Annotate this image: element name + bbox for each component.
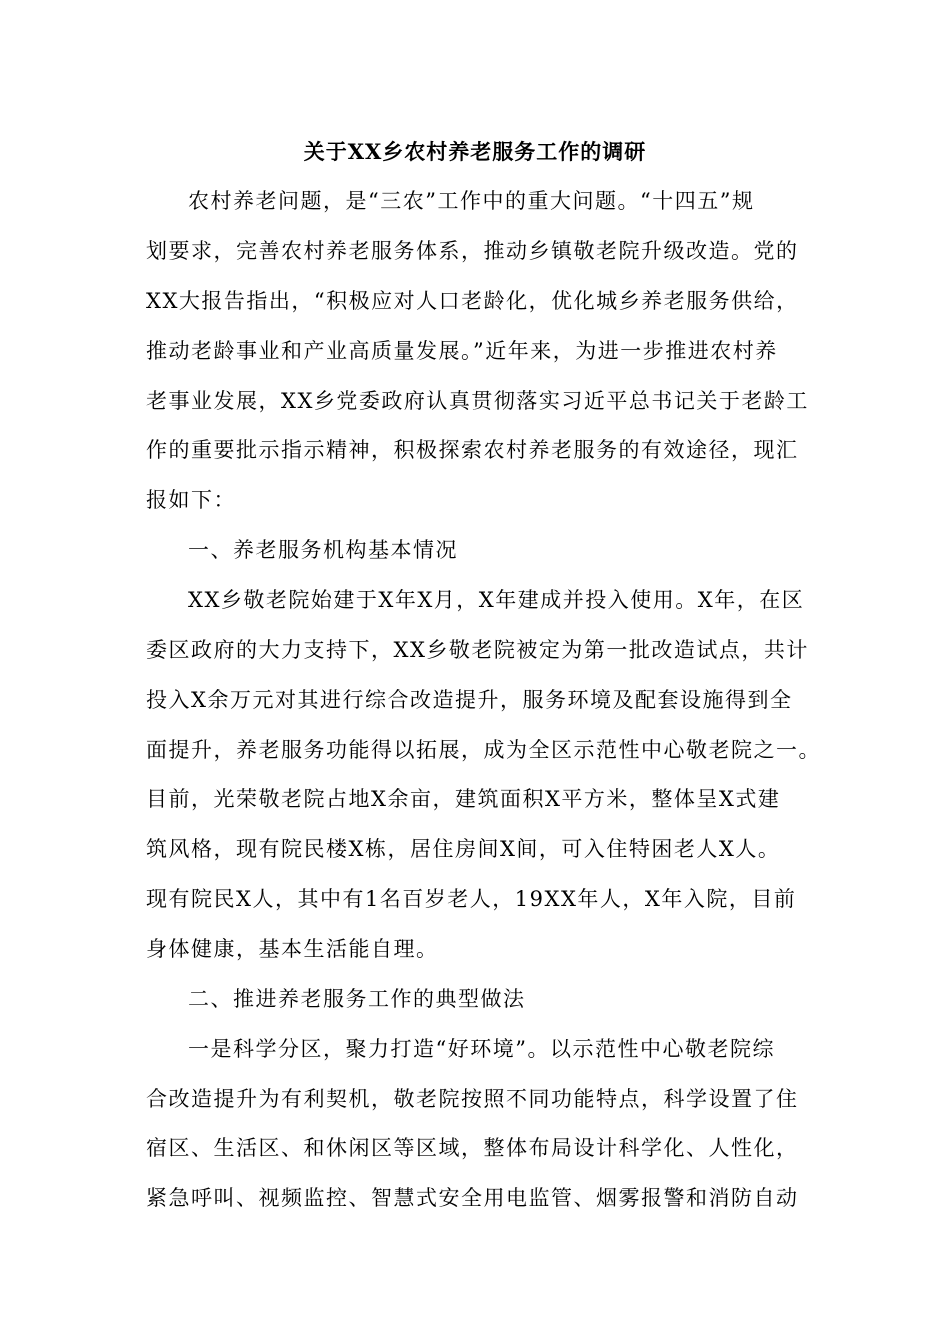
- paragraph-line: 作的重要批示指示精神，积极探索农村养老服务的有效途径，现汇: [146, 438, 799, 462]
- paragraph-line: 紧急呼叫、视频监控、智慧式安全用电监管、烟雾报警和消防自动: [146, 1186, 799, 1210]
- paragraph-line: 划要求，完善农村养老服务体系，推动乡镇敬老院升级改造。党的: [146, 239, 799, 263]
- section-heading: 一、养老服务机构基本情况: [188, 538, 458, 562]
- paragraph-line: XX大报告指出，“积极应对人口老龄化，优化城乡养老服务供给，: [146, 289, 799, 313]
- paragraph-line: 身体健康，基本生活能自理。: [146, 937, 439, 961]
- paragraph-line: 宿区、生活区、和休闲区等区域，整体布局设计科学化、人性化，: [146, 1136, 799, 1160]
- paragraph-line: 报如下：: [146, 488, 236, 512]
- paragraph-line: 筑风格，现有院民楼X栋，居住房间X间，可入住特困老人X人。: [146, 837, 781, 861]
- paragraph-line: 现有院民X人，其中有1名百岁老人，19XX年人，X年入院，目前: [146, 887, 797, 911]
- paragraph-line: 投入X余万元对其进行综合改造提升，服务环境及配套设施得到全: [146, 688, 793, 712]
- document-title: 关于XX乡农村养老服务工作的调研: [303, 139, 647, 164]
- paragraph-line: 合改造提升为有利契机，敬老院按照不同功能特点，科学设置了住: [146, 1087, 799, 1111]
- paragraph-line: XX乡敬老院始建于X年X月，X年建成并投入使用。X年，在区: [188, 588, 805, 612]
- paragraph-line: 一是科学分区，聚力打造“好环境”。以示范性中心敬老院综: [188, 1037, 775, 1061]
- paragraph-line: 目前，光荣敬老院占地X余亩，建筑面积X平方米，整体呈X式建: [146, 787, 781, 811]
- section-heading: 二、推进养老服务工作的典型做法: [188, 987, 526, 1011]
- paragraph-line: 面提升，养老服务功能得以拓展，成为全区示范性中心敬老院之一。: [146, 738, 821, 762]
- paragraph-line: 农村养老问题，是“三农”工作中的重大问题。“十四五”规: [188, 189, 755, 213]
- paragraph-line: 委区政府的大力支持下，XX乡敬老院被定为第一批改造试点，共计: [146, 638, 809, 662]
- paragraph-line: 老事业发展，XX乡党委政府认真贯彻落实习近平总书记关于老龄工: [146, 389, 809, 413]
- paragraph-line: 推动老龄事业和产业高质量发展。”近年来，为进一步推进农村养: [146, 339, 778, 363]
